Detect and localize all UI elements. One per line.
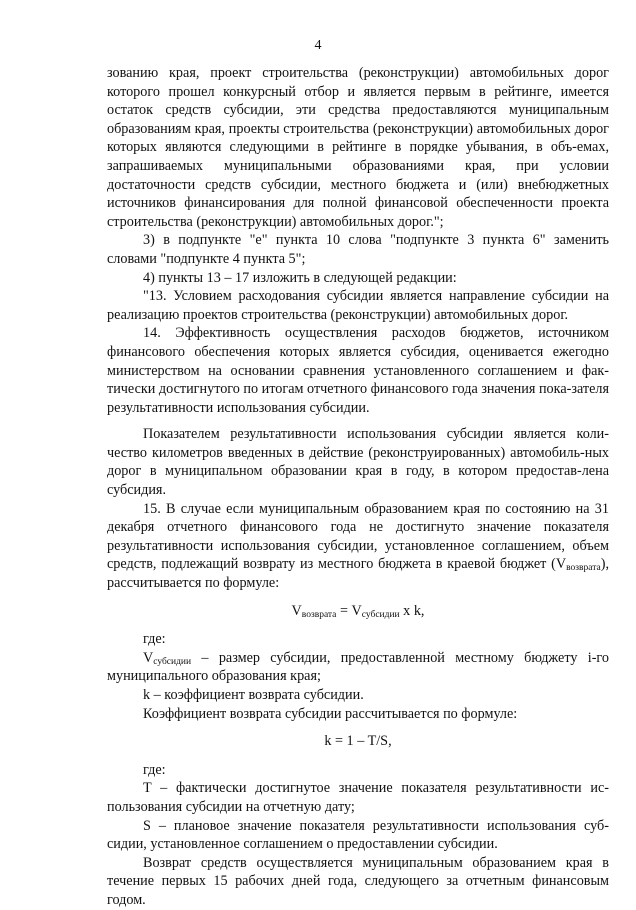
clause-15-text: 15. В случае если муниципальным образованием края по состоянию на 31 декабря отчетного финансового года не достигнуто значение показателя результативности использования субсидии, установленное соглашением, объем средств, подлежащий возврату из местного бюджета в краевой бюджет <box>107 500 609 573</box>
document-body <box>107 64 609 910</box>
where-label-2: где: <box>143 761 166 778</box>
definition-v-subsidy <box>107 649 609 686</box>
def-v-symbol: V <box>143 649 154 666</box>
formula-subscript-subsidy: субсидии <box>361 609 400 620</box>
formula-return <box>107 602 609 621</box>
formula-subscript-return: возврата <box>301 609 337 620</box>
formula-end: x k, <box>399 602 425 619</box>
paragraph-k-formula-intro: Коэффициент возврата субсидии рассчитывается по формуле: <box>143 705 518 722</box>
paragraph-item-3: 3) в подпункте "е" пункта 10 слова "подпункте 3 пункта 6" заменить словами "подпункте 4 пункта 5"; <box>107 232 609 267</box>
paren-close: ) <box>600 556 606 573</box>
paragraph-clause-14: 14. Эффективность осуществления расходов бюджетов, источником финансового обеспечения которых является субсидия, оценивается ежегодно министерством на основании сравнения установленного соглашением и фак-тически достигнутого по итогам отчетного финансового года значения пока-зателя результативности использования субсидии. <box>107 325 609 416</box>
paragraph-item-4: 4) пункты 13 – 17 изложить в следующей редакции: <box>143 269 457 286</box>
definition-k: k – коэффициент возврата субсидии. <box>143 687 364 703</box>
formula-v-subsidy: V <box>351 602 362 619</box>
paragraph-return-deadline: Возврат средств осуществляется муниципальным образованием края в течение первых 15 рабочих дней года, следующего за отчетным финансовым годом. <box>107 854 609 908</box>
definition-t: T – фактически достигнутое значение показателя результативности ис-пользования субсидии на отчетную дату; <box>107 780 609 815</box>
paren-open: ( <box>551 556 556 573</box>
page-number: 4 <box>314 38 322 53</box>
paragraph-indicator: Показателем результативности использования субсидии является коли-чество километров введенных в действие (реконструированных) автомобиль-ных дорог в муниципальном образовании края в году, в котором предостав-лена субсидия. <box>107 426 609 499</box>
def-v-subscript: субсидии <box>153 656 192 667</box>
paragraph-clause-15 <box>107 500 609 593</box>
where-label-1: где: <box>143 631 166 648</box>
clause-15-tail: , рассчитывается по формуле: <box>107 556 609 592</box>
definition-s: S – плановое значение показателя результативности использования суб-сидии, установленное соглашением о предоставлении субсидии. <box>107 817 609 853</box>
subscript-return: возврата <box>566 563 601 574</box>
formula-equals: = <box>336 602 352 619</box>
formula-v-return: V <box>291 602 302 619</box>
formula-k: k = 1 – T/S, <box>324 733 392 750</box>
paragraph-clause-13: "13. Условием расходования субсидии является направление субсидии на реализацию проектов строительства (реконструкции) автомобильных дорог. <box>107 288 609 323</box>
symbol-v: V <box>555 556 567 573</box>
def-v-text: – размер субсидии, предоставленной местному бюджету i-го муниципального образования края; <box>107 649 609 685</box>
paragraph-continuation: зованию края, проект строительства (реконструкции) автомобильных дорог которого прошел конкурсный отбор и является первым в рейтинге, имеется остаток средств субсидии, эти средства предоставляются муниципальным образованиям края, проекты строительства (реконструкции) автомобильных дорог которых являются следующими в рейтинге в порядке убывания, в объ-емах, запрашиваемых муниципальными образованиями края, при условии достаточности средств субсидии, местного бюджета и (или) внебюджетных источников финансирования для полной финансовой обеспеченности проекта строительства (реконструкции) автомобильных дорог."; <box>107 65 609 230</box>
